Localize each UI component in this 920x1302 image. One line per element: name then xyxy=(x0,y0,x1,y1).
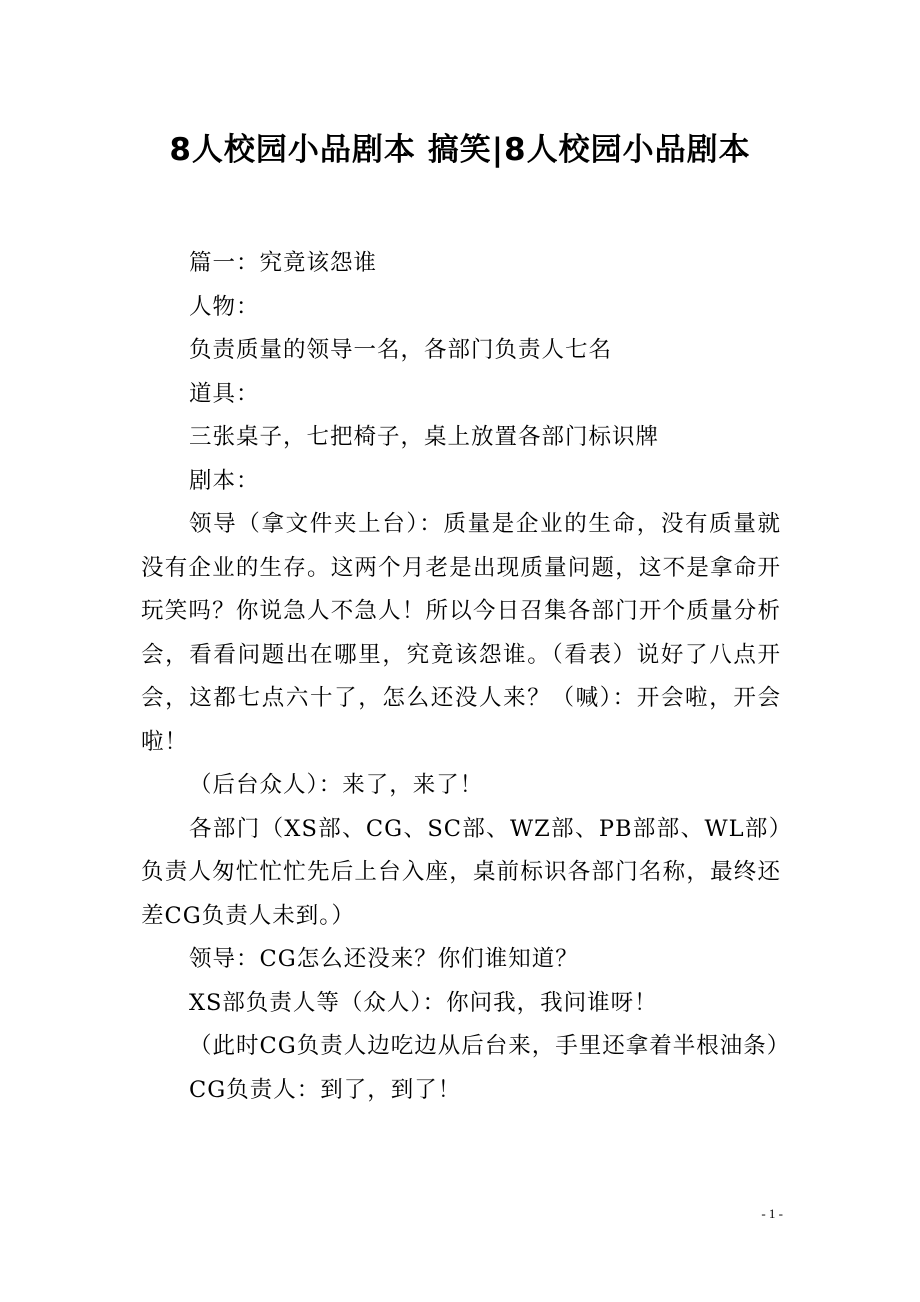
paragraph-leader-opening: 领导（拿文件夹上台）：质量是企业的生命，没有质量就没有企业的生存。这两个月老是出现质量问题，这不是拿命开玩笑吗？你说急人不急人！所以今日召集各部门开个质量分析会，看看问题出在哪里，究竟该怨谁。（看表）说好了八点开会，这都七点六十了，怎么还没人来？（喊）：开会啦，开会啦！ xyxy=(141,511,781,755)
paragraph-props-list: 三张桌子，七把椅子，桌上放置各部门标识牌 xyxy=(189,424,660,450)
document-body xyxy=(141,242,791,1112)
paragraph-stage-direction: 各部门（XS部、CG、SC部、WZ部、PB部部、WL部）负责人匆忙忙忙先后上台入座，桌前标识各部门名称，最终还差CG负责人未到。） xyxy=(141,815,781,929)
paragraph-cg-reply: CG负责人：到了，到了！ xyxy=(189,1076,462,1103)
paragraph-characters-list: 负责质量的领导一名，各部门负责人七名 xyxy=(189,337,613,363)
paragraph-xs-reply: XS部负责人等（众人）：你问我，我问谁呀！ xyxy=(189,989,658,1016)
paragraph-backstage-reply: （后台众人）：来了，来了！ xyxy=(189,772,484,798)
paragraph-props-label: 道具： xyxy=(189,380,260,407)
paragraph-section-heading: 篇一：究竟该怨谁 xyxy=(189,250,378,276)
paragraph-characters-label: 人物： xyxy=(189,293,260,320)
paragraph-cg-entrance: （此时CG负责人边吃边从后台来，手里还拿着半根油条） xyxy=(189,1033,791,1059)
paragraph-script-label: 剧本： xyxy=(189,467,260,494)
paragraph-leader-question: 领导：CG怎么还没来？你们谁知道？ xyxy=(189,946,579,972)
page-number: - 1 - xyxy=(761,1206,783,1221)
document-title: 8人校园小品剧本 搞笑|8人校园小品剧本 xyxy=(169,132,751,168)
